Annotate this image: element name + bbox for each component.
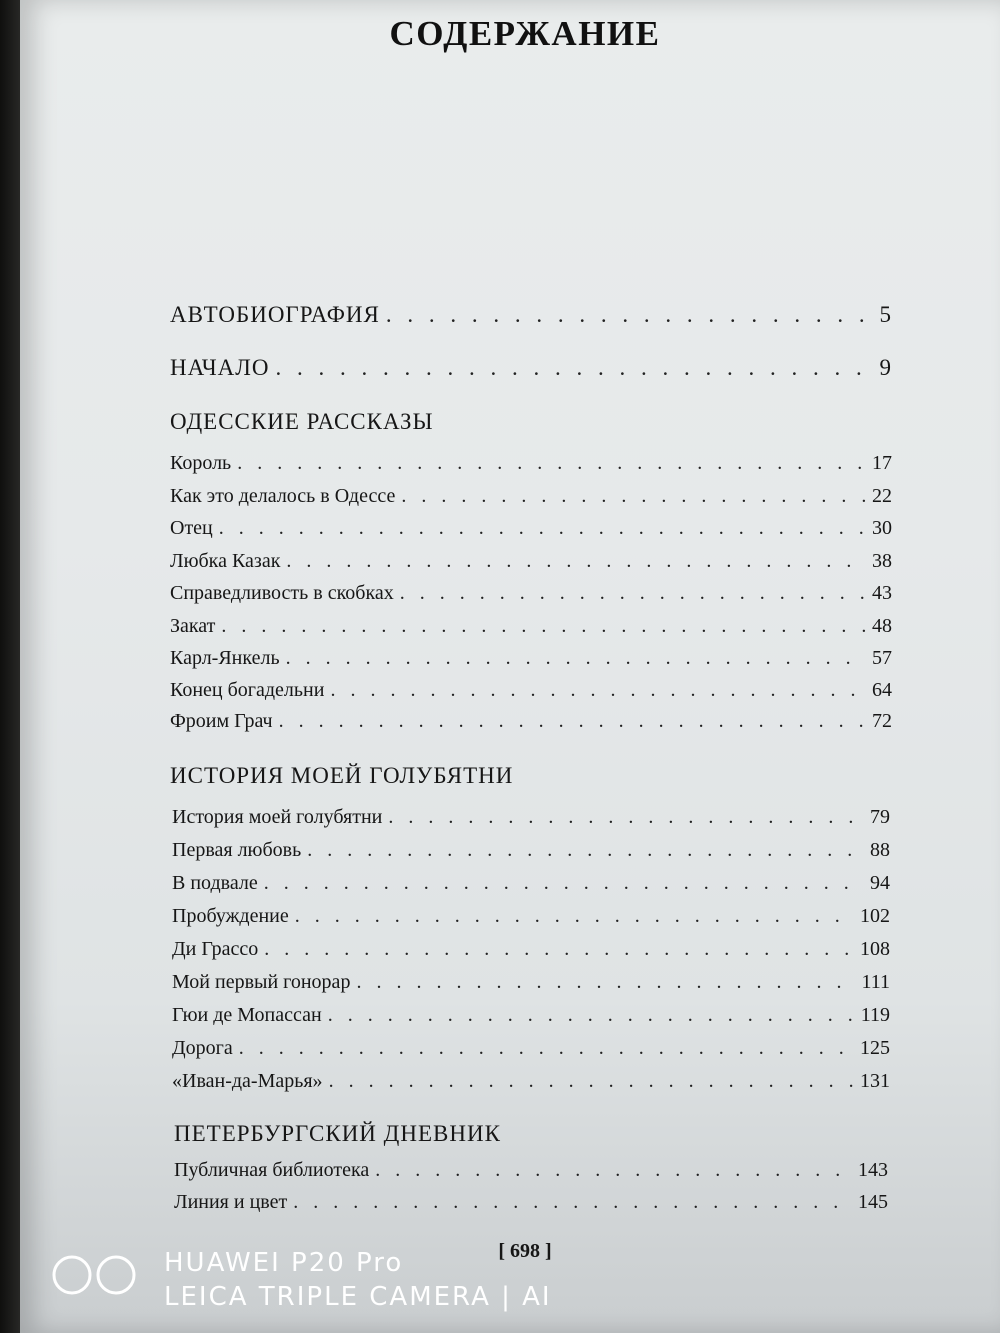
toc-entry-page: 22: [872, 485, 892, 507]
toc-entry: [172, 938, 890, 961]
toc-entry-label: Дорога: [172, 1037, 233, 1059]
toc-entry: [170, 647, 892, 670]
book-gutter-shadow: [0, 0, 22, 1333]
toc-entry-page: 5: [879, 302, 892, 327]
toc-entry-page: 125: [860, 1037, 890, 1059]
toc-entry: [174, 1191, 888, 1214]
toc-entry-page: 79: [870, 806, 890, 828]
toc-entry-label: Карл-Янкель: [170, 647, 280, 669]
toc-leader-dots: [286, 550, 866, 573]
section-heading: ПЕТЕРБУРГСКИЙ ДНЕВНИК: [174, 1121, 501, 1146]
toc-entry-label: Отец: [170, 517, 213, 539]
toc-entry-page: 108: [860, 938, 890, 960]
toc-leader-dots: [330, 679, 866, 702]
toc-leader-dots: [328, 1004, 855, 1027]
toc-entry-page: 143: [858, 1159, 888, 1181]
toc-leader-dots: [386, 302, 874, 328]
toc-entry-page: 43: [872, 582, 892, 604]
toc-entry: [170, 452, 892, 475]
toc-entry: [170, 485, 892, 508]
section-heading: ОДЕССКИЕ РАССКАЗЫ: [170, 409, 434, 434]
huawei-rings-icon: [50, 1254, 142, 1296]
toc-entry-label: Король: [170, 452, 232, 474]
toc-entry: [170, 550, 892, 573]
toc-leader-dots: [264, 938, 854, 961]
toc-entry-page: 72: [872, 710, 892, 732]
toc-entry-label: В подвале: [172, 872, 258, 894]
toc-entry: [170, 355, 892, 381]
toc-entry-page: 17: [872, 452, 892, 474]
toc-entry-label: Мой первый гонорар: [172, 971, 351, 993]
toc-entry-label: Ди Грассо: [172, 938, 259, 960]
toc-entry-page: 119: [860, 1004, 890, 1026]
toc-entry-label: Справедливость в скобках: [170, 582, 394, 604]
toc-entry-label: «Иван-да-Марья»: [172, 1070, 323, 1092]
toc-entry-page: 30: [872, 517, 892, 539]
toc-leader-dots: [293, 1191, 852, 1214]
toc-entry: [170, 615, 892, 638]
toc-entry: [170, 679, 892, 702]
toc-leader-dots: [276, 355, 874, 381]
toc-leader-dots: [264, 872, 864, 895]
toc-entry: [170, 517, 892, 540]
toc-leader-dots: [219, 517, 866, 540]
toc-entry-label: Закат: [170, 615, 216, 637]
toc-entry: [170, 582, 892, 605]
toc-entry: [172, 905, 890, 928]
watermark-camera-text: LEICA TRIPLE CAMERA | AI: [164, 1282, 552, 1312]
toc-entry-page: 145: [858, 1191, 888, 1213]
page-number: [ 698 ]: [498, 1240, 552, 1262]
toc-leader-dots: [401, 485, 866, 508]
toc-entry: [172, 806, 890, 829]
toc-entry: [172, 872, 890, 895]
toc-entry-label: АВТОБИОГРАФИЯ: [170, 302, 380, 327]
toc-entry-label: Гюи де Мопассан: [172, 1004, 322, 1026]
toc-entry: [172, 839, 890, 862]
toc-entry-label: Первая любовь: [172, 839, 302, 861]
toc-entry-page: 111: [861, 971, 890, 993]
watermark-device-name: HUAWEI P20 Pro: [164, 1248, 404, 1278]
toc-entry: [172, 1004, 890, 1027]
toc-leader-dots: [239, 1037, 854, 1060]
toc-leader-dots: [356, 971, 855, 994]
toc-entry-page: 64: [872, 679, 892, 701]
toc-entry-page: 131: [860, 1070, 890, 1092]
section-heading: ИСТОРИЯ МОЕЙ ГОЛУБЯТНИ: [170, 763, 514, 788]
toc-entry-page: 94: [870, 872, 890, 894]
toc-entry-label: Пробуждение: [172, 905, 289, 927]
toc-entry-label: Любка Казак: [170, 550, 281, 572]
toc-entry-label: Линия и цвет: [174, 1191, 288, 1213]
toc-entry-label: История моей голубятни: [172, 806, 383, 828]
toc-entry-page: 57: [872, 647, 892, 669]
toc-entry: [170, 302, 892, 328]
toc-entry-page: 102: [860, 905, 890, 927]
toc-entry-label: НАЧАЛО: [170, 355, 270, 380]
toc-entry-page: 38: [872, 550, 892, 572]
toc-entry-page: 88: [870, 839, 890, 861]
toc-entry-label: Фроим Грач: [170, 710, 273, 732]
toc-entry: [174, 1159, 888, 1182]
toc-leader-dots: [307, 839, 864, 862]
toc-leader-dots: [400, 582, 866, 605]
toc-leader-dots: [375, 1159, 852, 1182]
toc-leader-dots: [329, 1070, 854, 1093]
toc-entry: [170, 710, 892, 733]
page-title: СОДЕРЖАНИЕ: [389, 14, 661, 53]
toc-entry: [172, 1070, 890, 1093]
toc-leader-dots: [237, 452, 866, 475]
toc-leader-dots: [388, 806, 864, 829]
toc-entry-page: 9: [879, 355, 892, 380]
toc-leader-dots: [286, 647, 866, 670]
toc-leader-dots: [295, 905, 854, 928]
toc-entry-label: Как это делалось в Одессе: [170, 485, 396, 507]
toc-entry: [172, 1037, 890, 1060]
toc-leader-dots: [221, 615, 866, 638]
toc-entry-page: 48: [872, 615, 892, 637]
toc-leader-dots: [279, 710, 866, 733]
toc-entry-label: Конец богадельни: [170, 679, 325, 701]
toc-entry-label: Публичная библиотека: [174, 1159, 370, 1181]
toc-entry: [172, 971, 890, 994]
